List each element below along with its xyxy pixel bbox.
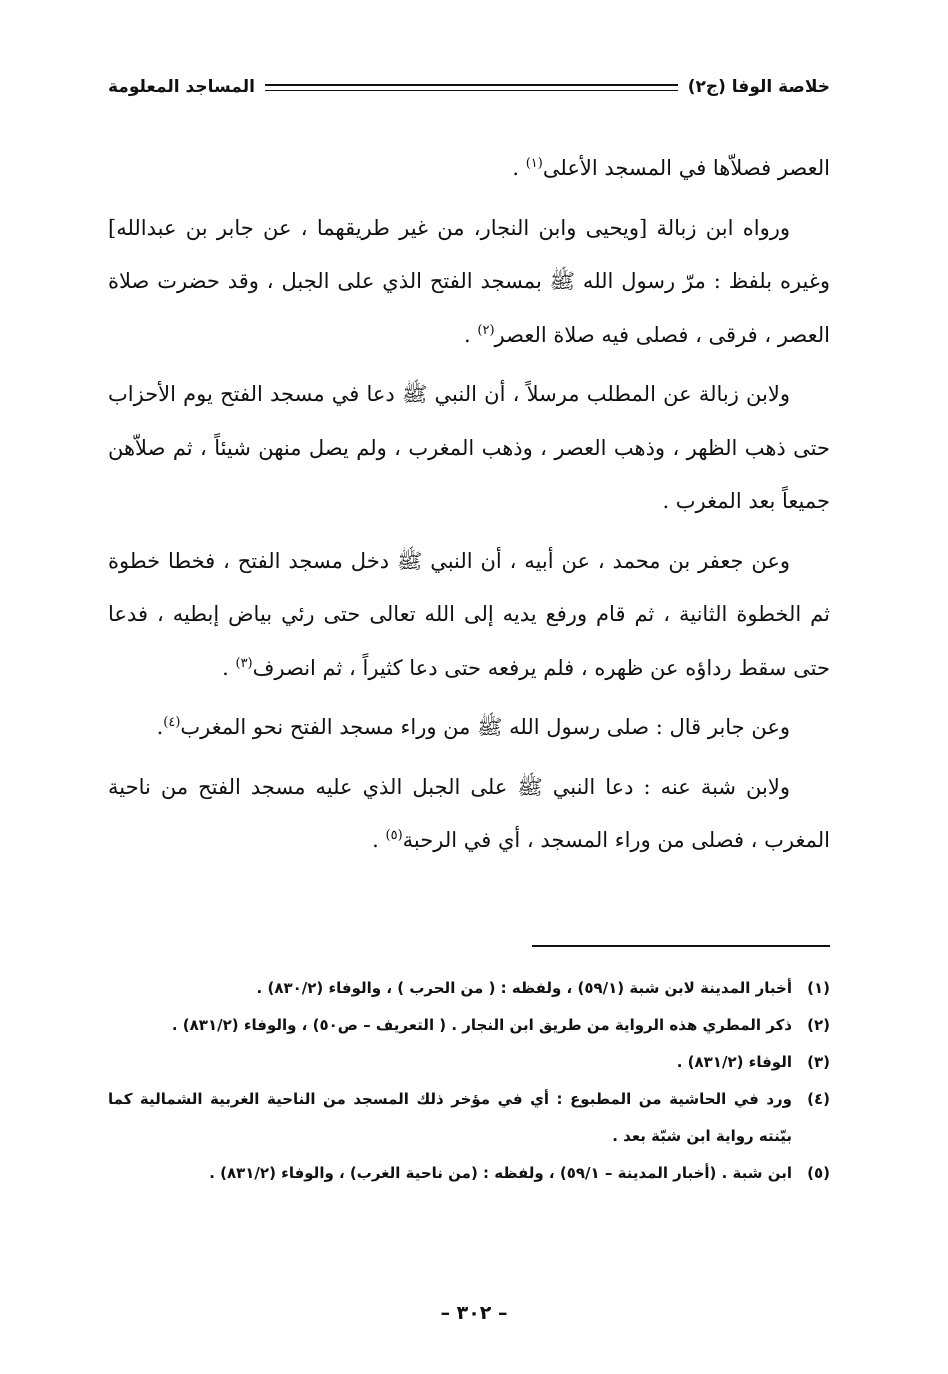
paragraph [108, 202, 830, 363]
paragraph-text: وعن جعفر بن محمد ، عن أبيه ، أن النبي ﷺ دخل مسجد الفتح ، فخطا خطوة ثم الخطوة الثانية ، ثم قام ورفع يديه إلى الله تعالى حتى رئي بياض إبطيه ، فدعا حتى سقط رداؤه عن ظهره ، فلم يرفعه حتى دعا كثيراً ، ثم انصرف [108, 548, 830, 680]
running-header-section-title: المساجد المعلومة [108, 77, 255, 97]
footnote-text: ابن شبة . (أخبار المدينة – ٥٩/١) ، ولفظه : (من ناحية الغرب) ، والوفاء (٨٣١/٢) . [209, 1164, 792, 1182]
body-text [108, 142, 830, 874]
footnote-marker: (٤) [163, 715, 181, 730]
page-number: – ٣٠٢ – [440, 1302, 508, 1324]
footnote [108, 1081, 830, 1155]
footnote [108, 1007, 830, 1044]
paragraph-text: العصر فصلاّها في المسجد الأعلى [542, 156, 830, 180]
paragraph-tail: . [222, 655, 236, 680]
paragraph-text: وعن جابر قال : صلى رسول الله ﷺ من وراء مسجد الفتح نحو المغرب [180, 715, 790, 739]
footnotes [108, 970, 830, 1192]
footnote-number: (٢) [807, 1016, 830, 1034]
footnote-marker: (٥) [385, 828, 403, 843]
paragraph-text: ولابن شبة عنه : دعا النبي ﷺ على الجبل الذي عليه مسجد الفتح من ناحية المغرب ، فصلى من وراء المسجد ، أي في الرحبة [108, 774, 830, 852]
footnote-number: (٤) [807, 1090, 830, 1108]
footnote [108, 1155, 830, 1192]
footnote-marker: (٢) [477, 322, 495, 338]
paragraph-tail: . [156, 715, 164, 739]
footnote-number: (١) [807, 979, 830, 997]
paragraph [108, 761, 830, 868]
footnote-marker: (٣) [235, 655, 253, 671]
footnote-number: (٣) [807, 1053, 830, 1071]
footnote-text: أخبار المدينة لابن شبة (٥٩/١) ، ولفظه : ( من الحرب ) ، والوفاء (٨٣٠/٢) . [256, 979, 792, 997]
paragraph-tail: . [464, 322, 478, 347]
footnote-marker: (١) [525, 156, 543, 171]
paragraph-text: ورواه ابن زبالة [ويحيى وابن النجار، من غير طريقهما ، عن جابر بن عبدالله] وغيره بلفظ : مرّ رسول الله ﷺ بمسجد الفتح الذي على الجبل ، وقد حضرت صلاة العصر ، فرقى ، فصلى فيه صلاة العصر [108, 215, 830, 347]
footnote [108, 1044, 830, 1081]
footnote-text: الوفاء (٨٣١/٢) . [676, 1053, 792, 1071]
paragraph-tail: . [512, 156, 526, 180]
footnote-text: ذكر المطري هذه الرواية من طريق ابن النجار . ( التعريف – ص٥٠) ، والوفاء (٨٣١/٢) . [171, 1016, 792, 1034]
paragraph [108, 368, 830, 529]
paragraph [108, 535, 830, 696]
paragraph-text: ولابن زبالة عن المطلب مرسلاً ، أن النبي ﷺ دعا في مسجد الفتح يوم الأحزاب حتى ذهب الظهر ، وذهب العصر ، وذهب المغرب ، ولم يصل منهن شيئاً ، ثم صلاّهن جميعاً بعد المغرب . [108, 382, 830, 513]
paragraph [108, 701, 830, 755]
paragraph [108, 142, 830, 196]
footnote-text: ورد في الحاشية من المطبوع : أي في مؤخر ذلك المسجد من الناحية الغربية الشمالية كما بيّنته رواية ابن شبّة بعد . [108, 1090, 792, 1145]
running-header-rule [265, 84, 678, 91]
footnote-number: (٥) [807, 1164, 830, 1182]
paragraph-tail: . [372, 828, 386, 852]
footnote [108, 970, 830, 1007]
footnote-separator [532, 945, 830, 947]
running-header-book-title: خلاصة الوفا (ج٢) [687, 77, 830, 97]
running-header [108, 72, 830, 102]
